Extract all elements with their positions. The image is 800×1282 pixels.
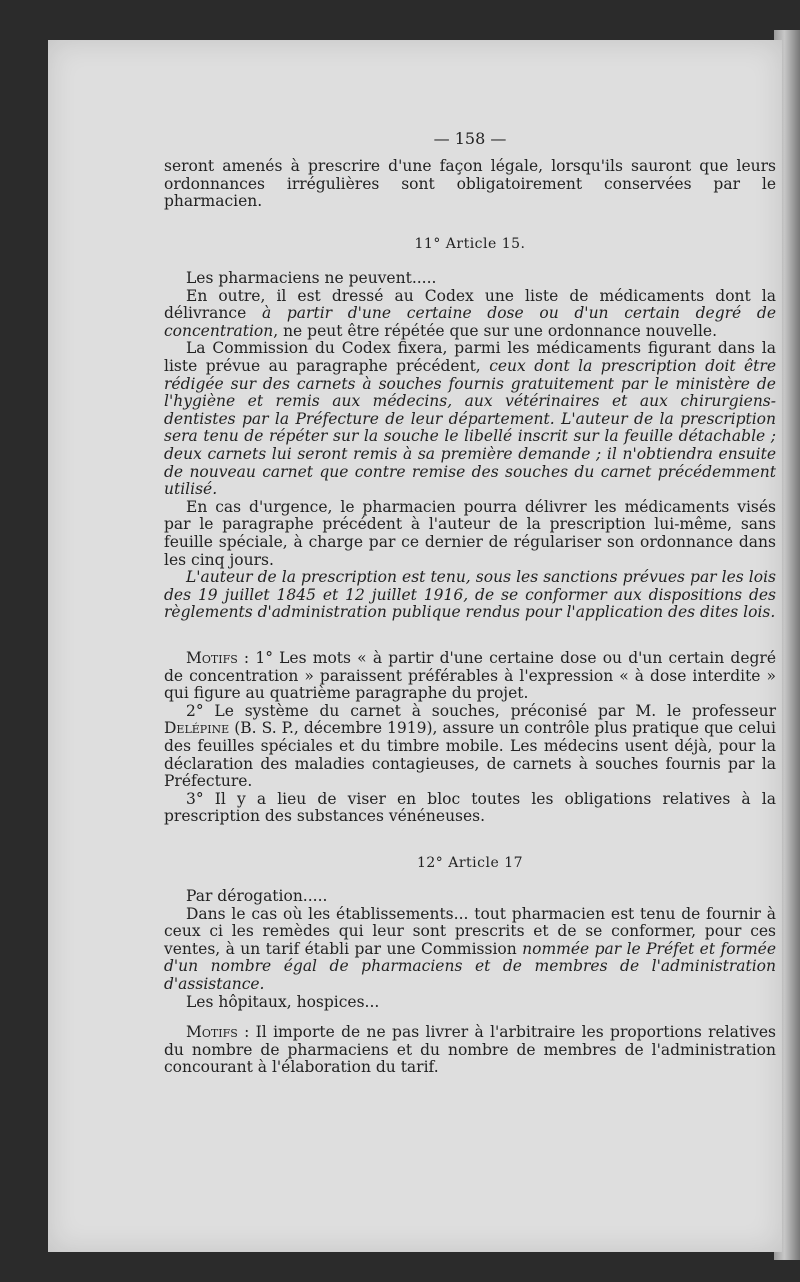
article-15-body (164, 270, 776, 622)
article-15-heading: 11° Article 15. (414, 236, 526, 252)
motifs-17-text: Motifs : Il importe de ne pas livrer à l'arbitraire les proportions relatives du nombre de pharmaciens et du nombre de membres de l'administration concourant à l'élaboration du tarif. (164, 1023, 776, 1077)
intro-text: seront amenés à prescrire d'une façon légale, lorsqu'ils sauront que leurs ordonnances irrégulières sont obligatoirement conservées par le pharmacien. (164, 157, 776, 211)
article-17-heading: 12° Article 17 (416, 855, 524, 871)
motifs-15-point-3: 3° Il y a lieu de viser en bloc toutes les obligations relatives à la prescription des substances vénéneuses. (164, 789, 776, 826)
art15-paragraph-5: L'auteur de la prescription est tenu, sous les sanctions prévues par les lois des 19 juillet 1845 et 12 juillet 1916, de se conformer aux dispositions des règlements d'administration publique rendus pour l'application des dites lois. (164, 568, 776, 622)
document-page (48, 40, 782, 1252)
art15-paragraph-1: Les pharmaciens ne peuvent..... (186, 269, 437, 287)
motifs-15 (164, 650, 776, 826)
motifs-15-point-1: Motifs : 1° Les mots « à partir d'une certaine dose ou d'un certain degré de concentration » paraissent préférables à l'expression « à dose interdite » qui figure au quatrième paragraphe du projet. (164, 649, 776, 703)
intro-paragraph (164, 158, 776, 211)
art17-paragraph-1: Par dérogation..... (186, 887, 328, 905)
article-17-body (164, 888, 776, 1011)
page-number: — 158 — (433, 129, 507, 148)
art15-paragraph-2: En outre, il est dressé au Codex une liste de médicaments dont la délivrance à partir d'une certaine dose ou d'un certain degré de concentration, ne peut être répétée que sur une ordonnance nouvelle. (164, 286, 776, 340)
art17-paragraph-3: Les hôpitaux, hospices... (186, 992, 380, 1011)
art15-paragraph-3: La Commission du Codex fixera, parmi les médicaments figurant dans la liste prévue au paragraphe précédent, ceux dont la prescription doit être rédigée sur des carnets à souches fournis gratuitement par le ministère de l'hygiène et remis aux médecins, aux vétérinaires et aux chirurgiens-dentistes par la Préfecture de leur département. L'auteur de la prescription sera tenu de répéter sur la souche le libellé inscrit sur la feuille détachable ; deux carnets lui seront remis à sa première demande ; il n'obtiendra ensuite de nouveau carnet que contre remise des souches du carnet précédemment utilisé. (164, 339, 776, 499)
motifs-15-point-2: 2° Le système du carnet à souches, préconisé par M. le professeur Delépine (B. S. P., décembre 1919), assure un contrôle plus pratique que celui des feuilles spéciales et du timbre mobile. Les médecins usent déjà, pour la déclaration des maladies contagieuses, de carnets à souches fournis par la Préfecture. (164, 701, 776, 791)
art17-paragraph-2: Dans le cas où les établissements... tout pharmacien est tenu de fournir à ceux ci les remèdes qui leur sont prescrits et de se conformer, pour ces ventes, à un tarif établi par une Commission nommée par le Préfet et formée d'un nombre égal de pharmaciens et de membres de l'administration d'assistance. (164, 904, 776, 993)
motifs-17 (164, 1024, 776, 1077)
art15-paragraph-4: En cas d'urgence, le pharmacien pourra délivrer les médicaments visés par le paragraphe précédent à l'auteur de la prescription lui-même, sans feuille spéciale, à charge par ce dernier de régulariser son ordonnance dans les cinq jours. (164, 497, 776, 569)
